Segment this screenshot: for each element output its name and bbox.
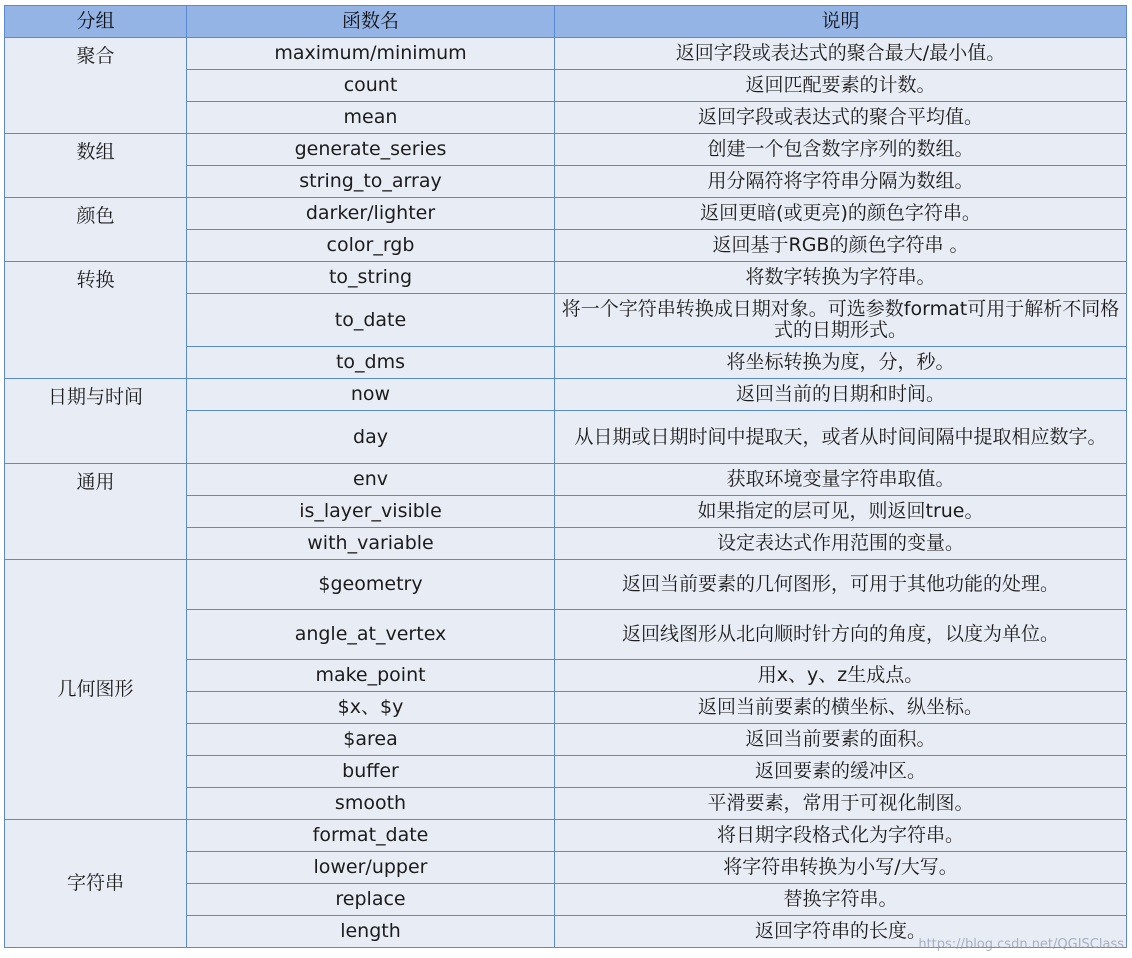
function-name-cell: darker/lighter <box>187 198 555 230</box>
function-name-cell: lower/upper <box>187 852 555 884</box>
function-name-cell: length <box>187 916 555 948</box>
description-cell: 将数字转换为字符串。 <box>555 262 1127 294</box>
function-name-cell: $x、$y <box>187 692 555 724</box>
function-name-cell: angle_at_vertex <box>187 610 555 660</box>
header-description: 说明 <box>555 6 1127 38</box>
table-row <box>5 820 1127 852</box>
function-name-cell: replace <box>187 884 555 916</box>
header-row <box>5 6 1127 38</box>
function-name-cell: make_point <box>187 660 555 692</box>
description-cell: 返回当前要素的面积。 <box>555 724 1127 756</box>
description-cell: 设定表达式作用范围的变量。 <box>555 528 1127 560</box>
function-table <box>4 5 1127 948</box>
description-cell: 用x、y、z生成点。 <box>555 660 1127 692</box>
group-cell: 颜色 <box>5 198 187 262</box>
description-cell: 返回字段或表达式的聚合最大/最小值。 <box>555 38 1127 70</box>
function-name-cell: to_date <box>187 294 555 347</box>
function-name-cell: $area <box>187 724 555 756</box>
function-name-cell: $geometry <box>187 560 555 610</box>
group-cell: 转换 <box>5 262 187 379</box>
description-cell: 返回要素的缓冲区。 <box>555 756 1127 788</box>
description-cell: 将一个字符串转换成日期对象。可选参数format可用于解析不同格式的日期形式。 <box>555 294 1127 347</box>
function-name-cell: is_layer_visible <box>187 496 555 528</box>
function-name-cell: with_variable <box>187 528 555 560</box>
table-body <box>5 38 1127 948</box>
function-name-cell: string_to_array <box>187 166 555 198</box>
description-cell: 获取环境变量字符串取值。 <box>555 464 1127 496</box>
table-row <box>5 134 1127 166</box>
function-name-cell: generate_series <box>187 134 555 166</box>
description-cell: 将字符串转换为小写/大写。 <box>555 852 1127 884</box>
group-cell: 聚合 <box>5 38 187 134</box>
table-row <box>5 560 1127 610</box>
function-name-cell: day <box>187 411 555 464</box>
table-row <box>5 379 1127 411</box>
function-name-cell: buffer <box>187 756 555 788</box>
group-cell: 日期与时间 <box>5 379 187 464</box>
description-cell: 从日期或日期时间中提取天，或者从时间间隔中提取相应数字。 <box>555 411 1127 464</box>
description-cell: 替换字符串。 <box>555 884 1127 916</box>
description-cell: 返回匹配要素的计数。 <box>555 70 1127 102</box>
description-cell: 返回线图形从北向顺时针方向的角度，以度为单位。 <box>555 610 1127 660</box>
group-cell: 字符串 <box>5 820 187 948</box>
function-name-cell: format_date <box>187 820 555 852</box>
table-row <box>5 262 1127 294</box>
description-cell: 将坐标转换为度，分，秒。 <box>555 347 1127 379</box>
description-cell: 返回当前要素的几何图形，可用于其他功能的处理。 <box>555 560 1127 610</box>
function-name-cell: maximum/minimum <box>187 38 555 70</box>
function-name-cell: mean <box>187 102 555 134</box>
group-cell: 通用 <box>5 464 187 560</box>
watermark: https://blog.csdn.net/QGISClass <box>918 937 1124 952</box>
function-name-cell: now <box>187 379 555 411</box>
table-row <box>5 198 1127 230</box>
description-cell: 返回字段或表达式的聚合平均值。 <box>555 102 1127 134</box>
description-cell: 如果指定的层可见，则返回true。 <box>555 496 1127 528</box>
description-cell: 返回基于RGB的颜色字符串 。 <box>555 230 1127 262</box>
function-name-cell: to_string <box>187 262 555 294</box>
table-row <box>5 464 1127 496</box>
function-name-cell: color_rgb <box>187 230 555 262</box>
function-name-cell: env <box>187 464 555 496</box>
function-name-cell: count <box>187 70 555 102</box>
description-cell: 返回字符串的长度。 <box>555 916 1127 948</box>
group-cell: 数组 <box>5 134 187 198</box>
function-name-cell: to_dms <box>187 347 555 379</box>
function-name-cell: smooth <box>187 788 555 820</box>
description-cell: 用分隔符将字符串分隔为数组。 <box>555 166 1127 198</box>
header-group: 分组 <box>5 6 187 38</box>
table-row <box>5 38 1127 70</box>
description-cell: 返回当前的日期和时间。 <box>555 379 1127 411</box>
description-cell: 将日期字段格式化为字符串。 <box>555 820 1127 852</box>
description-cell: 平滑要素，常用于可视化制图。 <box>555 788 1127 820</box>
description-cell: 创建一个包含数字序列的数组。 <box>555 134 1127 166</box>
group-cell: 几何图形 <box>5 560 187 820</box>
description-cell: 返回更暗(或更亮)的颜色字符串。 <box>555 198 1127 230</box>
header-function-name: 函数名 <box>187 6 555 38</box>
description-cell: 返回当前要素的横坐标、纵坐标。 <box>555 692 1127 724</box>
